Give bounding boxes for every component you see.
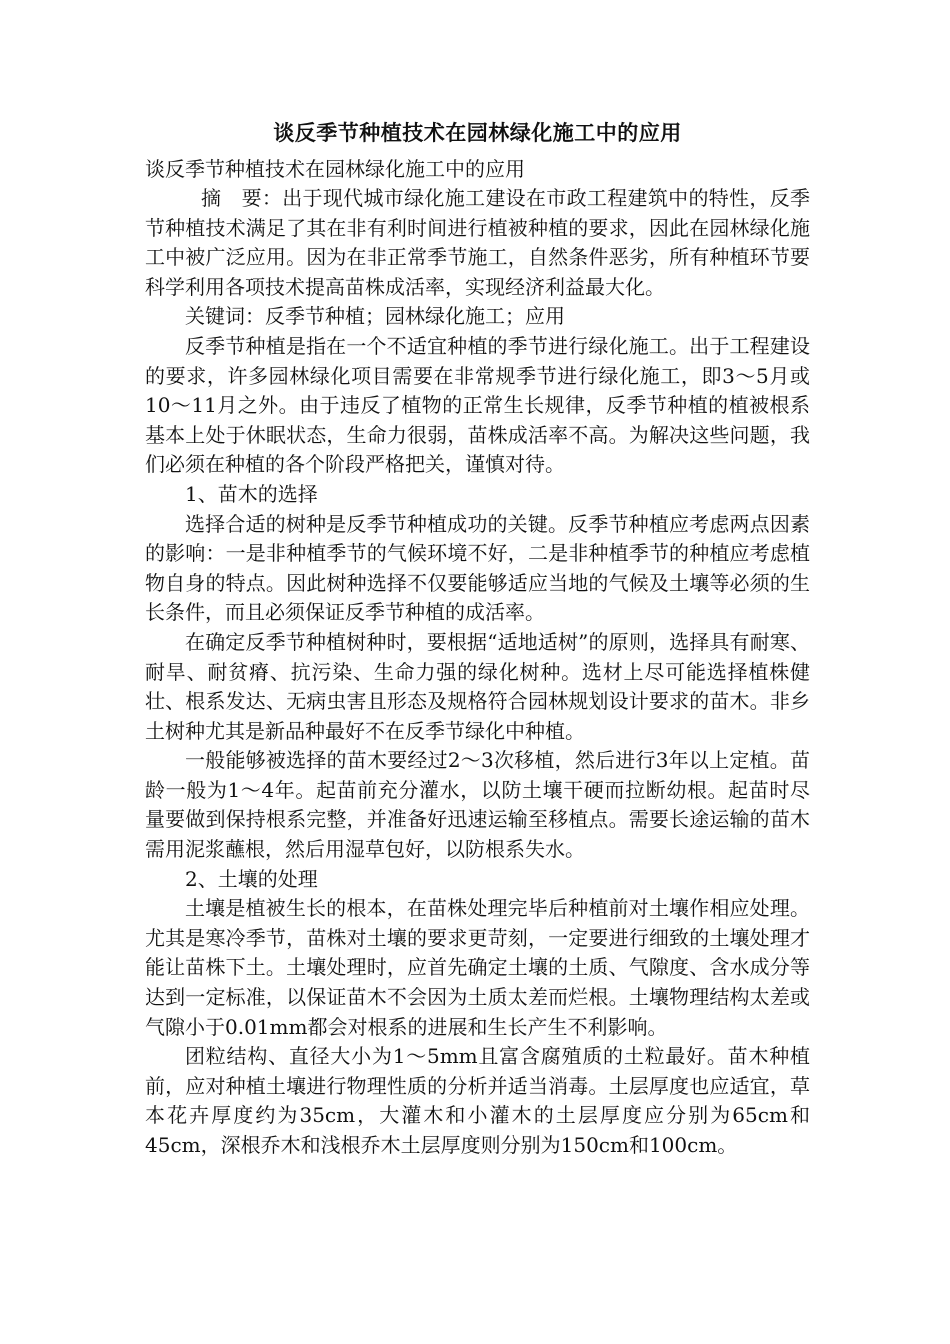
abstract-paragraph <box>145 184 810 302</box>
document-page <box>145 118 810 1161</box>
keywords-line: 关键词：反季节种植；园林绿化施工；应用 <box>185 304 565 329</box>
abstract-label: 摘 要： <box>201 186 283 210</box>
section1-paragraph-2: 在确定反季节种植树种时，要根据“适地适树”的原则，选择具有耐寒、耐旱、耐贫瘠、抗污染、生命力强的绿化树种。选材上尽可能选择植株健壮、根系发达、无病虫害且形态及规格符合园林规划设计要求的苗木。非乡土树种尤其是新品种最好不在反季节绿化中种植。 <box>145 629 810 743</box>
intro-paragraph: 反季节种植是指在一个不适宜种植的季节进行绿化施工。出于工程建设的要求，许多园林绿化项目需要在非常规季节进行绿化施工，即3～5月或10～11月之外。由于违反了植物的正常生长规律，反季节种植的植被根系基本上处于休眠状态，生命力很弱，苗株成活率不高。为解决这些问题，我们必须在种植的各个阶段严格把关，谨慎对待。 <box>145 333 810 477</box>
document-title: 谈反季节种植技术在园林绿化施工中的应用 <box>273 120 682 145</box>
section-heading-seedling-selection: 1、苗木的选择 <box>185 481 318 506</box>
section2-paragraph-2: 团粒结构、直径大小为1～5mm且富含腐殖质的土粒最好。苗木种植前，应对种植土壤进行物理性质的分析并适当消毒。土层厚度也应适宜，草本花卉厚度约为35cm，大灌木和小灌木的土层厚度应分别为65cm和45cm，深根乔木和浅根乔木土层厚度则分别为150cm和100cm。 <box>145 1044 810 1157</box>
section1-paragraph-1: 选择合适的树种是反季节种植成功的关键。反季节种植应考虑两点因素的影响：一是非种植季节的气候环境不好，二是非种植季节的种植应考虑植物自身的特点。因此树种选择不仅要能够适应当地的气候及土壤等必须的生长条件，而且必须保证反季节种植的成活率。 <box>145 511 810 625</box>
abstract-text: 出于现代城市绿化施工建设在市政工程建筑中的特性，反季节种植技术满足了其在非有利时间进行植被种植的要求，因此在园林绿化施工中被广泛应用。因为在非正常季节施工，自然条件恶劣，所有种植环节要科学利用各项技术提高苗株成活率，实现经济利益最大化。 <box>145 186 811 299</box>
section2-paragraph-1: 土壤是植被生长的根本，在苗株处理完毕后种植前对土壤作相应处理。尤其是寒冷季节，苗株对土壤的要求更苛刻，一定要进行细致的土壤处理才能让苗株下土。土壤处理时，应首先确定土壤的土质、气隙度、含水成分等达到一定标准，以保证苗木不会因为土质太差而烂根。土壤物理结构太差或气隙小于0.01mm都会对根系的进展和生长产生不利影响。 <box>145 896 810 1039</box>
section1-paragraph-3: 一般能够被选择的苗木要经过2～3次移植，然后进行3年以上定植。苗龄一般为1～4年。起苗前充分灌水，以防土壤干硬而拉断幼根。起苗时尽量要做到保持根系完整，并准备好迅速运输至移植点。需要长途运输的苗木需用泥浆蘸根，然后用湿草包好，以防根系失水。 <box>145 748 810 862</box>
document-subtitle: 谈反季节种植技术在园林绿化施工中的应用 <box>145 157 525 181</box>
section-heading-soil-treatment: 2、土壤的处理 <box>185 866 318 891</box>
